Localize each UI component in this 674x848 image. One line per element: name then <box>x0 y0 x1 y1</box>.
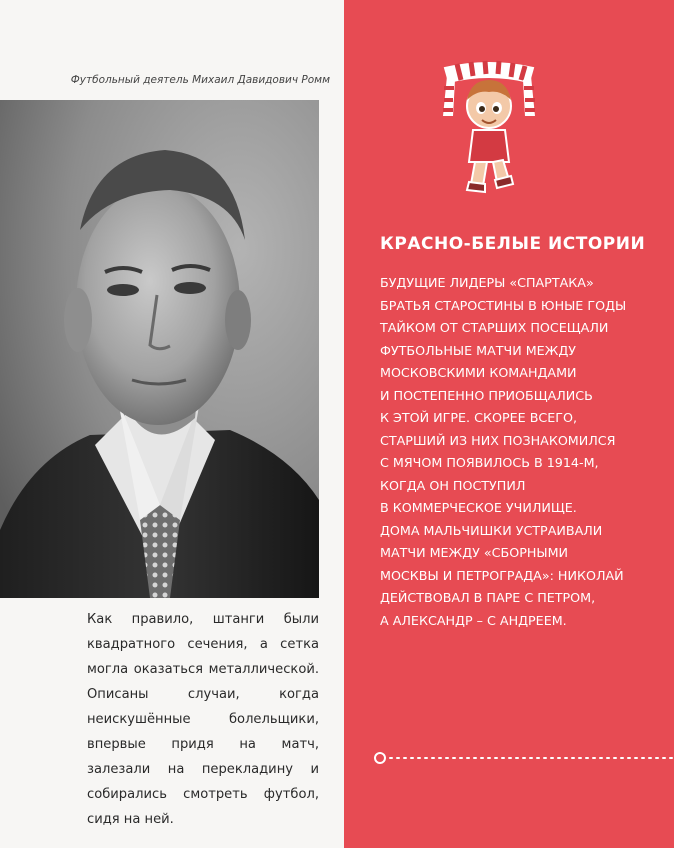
story-line: БУДУЩИЕ ЛИДЕРЫ «СПАРТАКА» <box>380 275 594 290</box>
story-line: В КОММЕРЧЕСКОЕ УЧИЛИЩЕ. <box>380 500 577 515</box>
story-line: МАТЧИ МЕЖДУ «СБОРНЫМИ <box>380 545 569 560</box>
photo-caption: Футбольный деятель Михаил Давидович Ромм <box>70 74 330 86</box>
story-line: ТАЙКОМ ОТ СТАРШИХ ПОСЕЩАЛИ <box>380 320 609 335</box>
story-line: КОГДА ОН ПОСТУПИЛ <box>380 477 526 493</box>
story-line: А АЛЕКСАНДР – С АНДРЕЕМ. <box>380 612 567 628</box>
portrait-photo <box>0 100 319 598</box>
body-paragraph: Как правило, штанги были квадратного сечения, а сетка могла оказаться металлической. Описаны случаи, когда неискушённые болельщики, впервые придя на матч, залезали на перекладину и собирались смотреть футбол, сидя на ней. <box>87 612 319 827</box>
mascot-illustration <box>439 54 539 194</box>
sidebar-panel <box>344 0 674 848</box>
story-line: МОСКОВСКИМИ КОМАНДАМИ <box>380 365 577 380</box>
story-line: СТАРШИЙ ИЗ НИХ ПОЗНАКОМИЛСЯ <box>380 432 616 448</box>
dotted-divider <box>372 748 674 768</box>
story-line: ДЕЙСТВОВАЛ В ПАРЕ С ПЕТРОМ, <box>380 590 596 605</box>
story-line: МОСКВЫ И ПЕТРОГРАДА»: НИКОЛАЙ <box>380 567 624 583</box>
sidebar-story <box>380 272 670 632</box>
story-line: И ПОСТЕПЕННО ПРИОБЩАЛИСЬ <box>380 387 593 403</box>
story-line: ФУТБОЛЬНЫЕ МАТЧИ МЕЖДУ <box>380 342 576 358</box>
story-line: ДОМА МАЛЬЧИШКИ УСТРАИВАЛИ <box>380 522 603 538</box>
story-line: БРАТЬЯ СТАРОСТИНЫ В ЮНЫЕ ГОДЫ <box>380 297 627 313</box>
story-line: С МЯЧОМ ПОЯВИЛОСЬ В 1914-М, <box>380 455 599 470</box>
story-line: К ЭТОЙ ИГРЕ. СКОРЕЕ ВСЕГО, <box>380 410 578 425</box>
sidebar-heading: КРАСНО-БЕЛЫЕ ИСТОРИИ <box>380 234 646 254</box>
